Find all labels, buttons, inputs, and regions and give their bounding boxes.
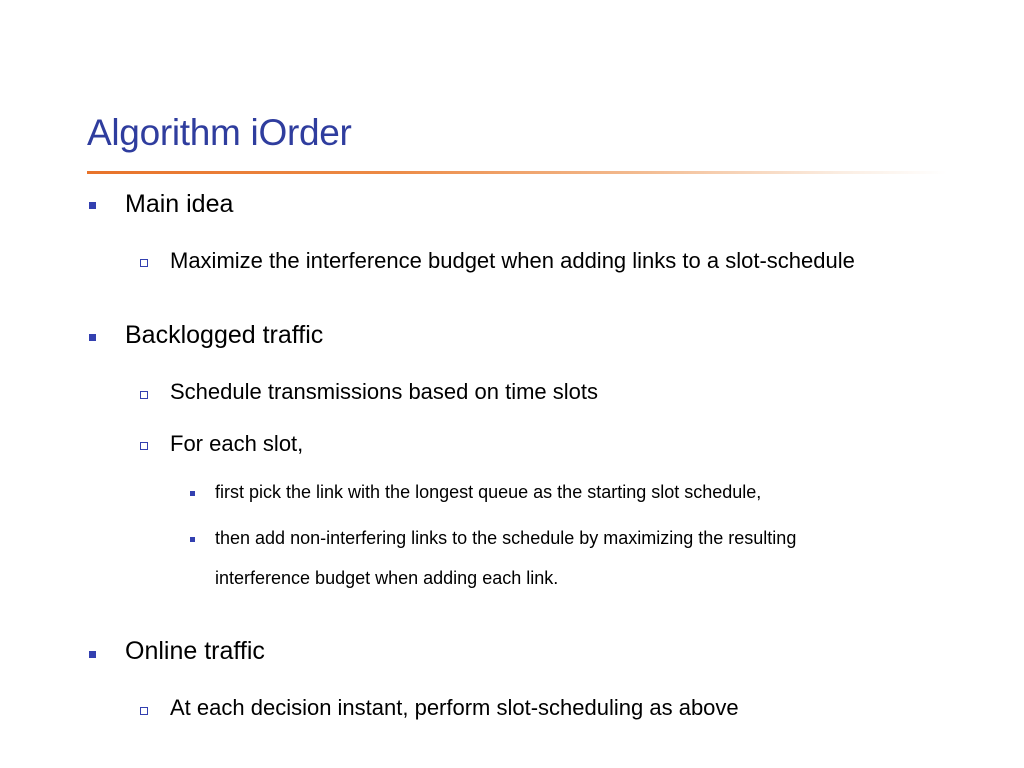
bullet-backlogged-sub2-b-line2: interference budget when adding each link.: [215, 568, 559, 588]
small-square-bullet-icon: [190, 537, 195, 542]
square-bullet-icon: [89, 651, 96, 658]
slide-title: Algorithm iOrder: [87, 112, 352, 153]
square-bullet-icon: [89, 202, 96, 209]
bullet-main-idea: Main idea: [125, 190, 234, 218]
bullet-backlogged-sub2: For each slot,: [170, 431, 304, 456]
hollow-square-bullet-icon: [140, 259, 148, 267]
bullet-backlogged-traffic: Backlogged traffic: [125, 321, 324, 349]
bullet-backlogged-sub2-a: first pick the link with the longest queue as the starting slot schedule,: [215, 482, 762, 502]
bullet-backlogged-sub1: Schedule transmissions based on time slots: [170, 379, 598, 404]
small-square-bullet-icon: [190, 491, 195, 496]
hollow-square-bullet-icon: [140, 391, 148, 399]
title-divider: [87, 171, 947, 174]
hollow-square-bullet-icon: [140, 707, 148, 715]
bullet-backlogged-sub2-b-line1: then add non-interfering links to the schedule by maximizing the resulting: [215, 528, 797, 548]
square-bullet-icon: [89, 334, 96, 341]
bullet-online-traffic: Online traffic: [125, 637, 265, 665]
bullet-online-sub1: At each decision instant, perform slot-scheduling as above: [170, 695, 739, 720]
hollow-square-bullet-icon: [140, 442, 148, 450]
bullet-main-idea-sub1: Maximize the interference budget when adding links to a slot-schedule: [170, 248, 855, 273]
